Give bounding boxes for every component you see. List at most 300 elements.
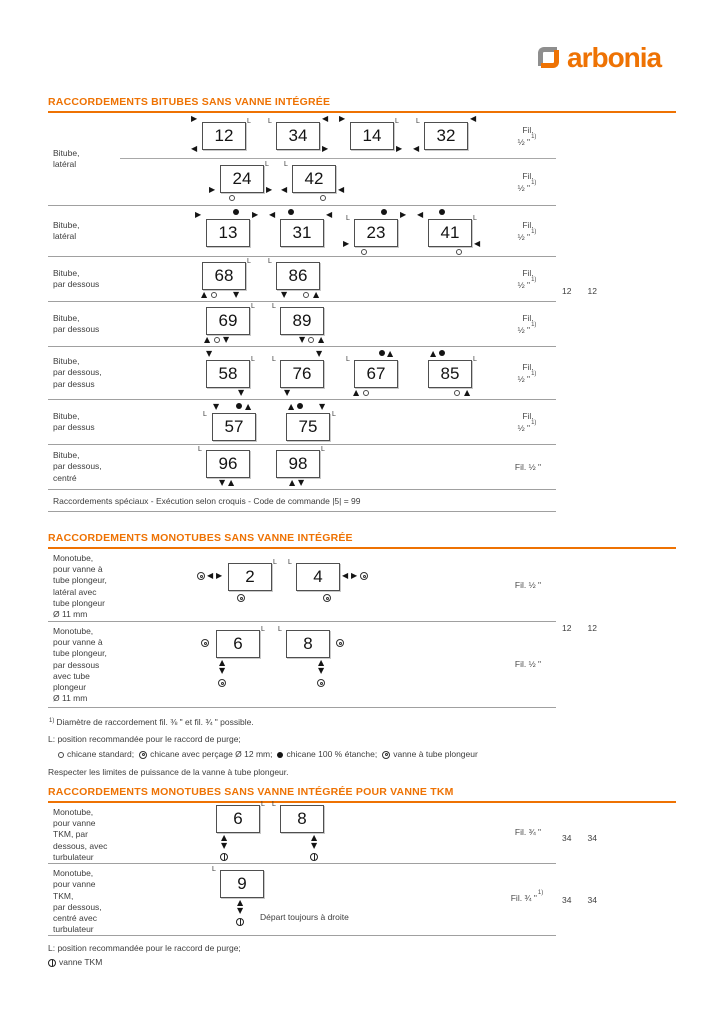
diagram-cell	[188, 159, 500, 205]
connection-code: 86	[276, 262, 320, 290]
logo-orange-bracket	[541, 50, 559, 68]
connection-code: 89	[280, 307, 324, 335]
arrow-up-icon: ▲	[353, 388, 360, 397]
diagram-cell	[188, 257, 500, 301]
arrow-down-icon: ▼	[237, 906, 244, 916]
table-row	[48, 113, 556, 206]
thread-size	[500, 803, 556, 862]
arrow-up-icon: ▲	[311, 833, 318, 842]
connection-code: 31	[280, 219, 324, 247]
legend-item	[58, 749, 134, 760]
row-diagrams	[188, 257, 556, 301]
arrow-up-icon: ▲	[318, 335, 325, 344]
connection-diagram-86	[268, 258, 320, 299]
connection-code: 57	[212, 413, 256, 441]
footnote-marker: 1)	[531, 371, 537, 378]
connection-diagram-13	[195, 210, 259, 247]
row-label-line: avec tube	[53, 670, 90, 681]
footnote-marker: 1)	[531, 277, 537, 284]
purge-position-mark: L	[268, 258, 272, 265]
arrow-down-icon: ▼	[223, 335, 230, 344]
special-connections-note: Raccordements spéciaux - Exécution selon croquis - Code de commande |5| = 99	[48, 490, 556, 512]
connection-code: 68	[202, 262, 246, 290]
arrow-down-icon: ▼	[299, 335, 306, 344]
legend-item	[382, 749, 478, 760]
footnote-marker: 1)	[537, 890, 544, 897]
row-label-line: Bitube,	[53, 356, 80, 367]
arrow-up-icon: ▲	[204, 335, 211, 344]
arrow-left-icon: ◀	[191, 144, 198, 153]
purge-position-mark: L	[198, 446, 202, 453]
sealed-baffle-icon	[288, 209, 294, 215]
arrow-up-icon: ▲	[201, 290, 208, 299]
margin-dimension-value: 34	[562, 895, 572, 905]
connection-code: 98	[276, 450, 320, 478]
connection-code: 75	[286, 413, 330, 441]
connection-code: 41	[428, 219, 472, 247]
row-label-line: turbulateur	[53, 924, 94, 935]
departure-note: Départ toujours à droite	[260, 912, 349, 923]
arrow-down-icon: ▼	[213, 402, 220, 411]
row-label-line: plongeur	[53, 682, 87, 693]
row-label-line: tube plongeur,	[53, 575, 107, 586]
connection-diagram-6	[216, 626, 265, 675]
diagram-subrow	[188, 549, 556, 621]
sealed-baffle-icon	[439, 209, 445, 215]
arrow-up-icon: ▲	[228, 478, 235, 487]
connection-code: 13	[206, 219, 250, 247]
table-row	[48, 257, 556, 302]
row-diagrams	[188, 302, 556, 346]
connection-table	[48, 113, 597, 490]
sealed-baffle-icon	[381, 209, 387, 215]
row-label-line: TKM,	[53, 890, 74, 901]
row-label-line: par dessous,	[53, 901, 102, 912]
symbol-legend	[48, 749, 676, 760]
purge-position-mark: L	[247, 258, 251, 265]
row-label-line: pour vanne	[53, 879, 96, 890]
row-label	[48, 257, 188, 301]
arrow-up-icon: ▲	[221, 833, 228, 842]
row-label	[48, 803, 188, 863]
legend-label: vanne à tube plongeur	[393, 748, 478, 759]
thread-size	[500, 159, 556, 205]
diagram-cell	[188, 622, 500, 707]
arrow-left-icon: ◀	[413, 144, 420, 153]
row-label-line: par dessus	[53, 378, 95, 389]
diagram-subrow	[188, 206, 556, 256]
connection-code: 9	[220, 870, 264, 898]
connection-code: 8	[286, 630, 330, 658]
tkm-valve-icon	[236, 918, 244, 926]
section-monotubes-tkm	[48, 787, 676, 968]
tkm-valve-icon	[220, 853, 228, 861]
row-label-line: Monotube,	[53, 626, 94, 636]
row-label-line: turbulateur	[53, 851, 94, 862]
diagram-subrow	[188, 257, 556, 301]
plunger-tube-valve-icon	[139, 751, 147, 759]
thread-size-line: ½ "$^{1)}$	[517, 322, 537, 335]
purge-position-mark: L	[268, 118, 272, 125]
connection-diagram-85	[428, 349, 477, 397]
row-label-line: dessous, avec	[53, 840, 108, 851]
arrow-right-icon: ▶	[400, 210, 407, 219]
thread-size-line: ½ "$^{1)}$	[517, 371, 537, 384]
plunger-tube-valve-icon	[237, 594, 245, 602]
arrow-down-icon: ▼	[219, 478, 226, 487]
sealed-baffle-icon	[277, 752, 283, 758]
diagram-subrow	[188, 113, 556, 159]
table-row	[48, 622, 556, 708]
arrow-up-icon: ▲	[387, 349, 394, 358]
connection-code: 69	[206, 307, 250, 335]
row-diagrams	[188, 400, 556, 444]
row-label-line: centré	[53, 472, 77, 483]
thread-size-line: Fil.	[522, 170, 534, 181]
section-title: RACCORDEMENTS MONOTUBES SANS VANNE INTÉGRÉE POUR VANNE TKM	[48, 787, 676, 803]
sealed-baffle-icon	[379, 350, 385, 356]
standard-baffle-icon	[58, 752, 64, 758]
row-label-line: Ø 11 mm	[53, 693, 88, 704]
standard-baffle-icon	[361, 249, 367, 255]
connection-code: 76	[280, 360, 324, 388]
connection-code: 32	[424, 122, 468, 150]
tkm-legend-label: vanne TKM	[59, 956, 103, 967]
connection-diagram-69	[204, 303, 255, 344]
row-label-line: par dessous,	[53, 367, 102, 378]
arrow-left-icon: ◀	[281, 185, 288, 194]
purge-position-mark: L	[212, 866, 216, 874]
connection-code: 85	[428, 360, 472, 388]
footnote-marker: 1)	[531, 180, 537, 187]
table-row	[48, 803, 556, 864]
standard-baffle-icon	[308, 337, 314, 343]
power-limit-note: Respecter les limites de puissance de la vanne à tube plongeur.	[48, 767, 289, 778]
standard-baffle-icon	[229, 195, 235, 201]
margin-dimension-value: 34	[587, 895, 597, 905]
diagram-cell	[188, 864, 500, 932]
tkm-legend	[48, 957, 676, 968]
arrow-up-icon: ▲	[219, 658, 226, 667]
legend-label: chicane standard;	[67, 748, 135, 759]
thread-size	[500, 257, 556, 301]
connection-diagram-8	[272, 801, 324, 850]
row-label-line: latéral	[53, 231, 77, 241]
row-diagrams	[188, 803, 556, 863]
table-row	[48, 549, 556, 622]
thread-size	[500, 864, 556, 932]
thread-size	[500, 302, 556, 346]
margin-dimension-value: 12	[562, 286, 572, 296]
thread-size	[500, 445, 556, 489]
section-title: RACCORDEMENTS BITUBES SANS VANNE INTÉGRÉE	[48, 97, 676, 113]
standard-baffle-icon	[211, 292, 217, 298]
footnote-marker: 1)	[531, 420, 537, 427]
diagram-subrow	[188, 347, 556, 399]
arrow-down-icon: ▼	[206, 349, 213, 358]
connection-diagram-9	[212, 866, 264, 916]
connection-code: 8	[280, 805, 324, 833]
footnote-marker: 1)	[531, 134, 537, 141]
row-label-line: pour vanne à	[53, 637, 103, 648]
arrow-up-icon: ▲	[289, 478, 296, 487]
connection-diagram-58	[206, 349, 255, 397]
arrow-right-icon: ▶	[252, 210, 259, 219]
connection-code: 6	[216, 805, 260, 833]
row-label	[48, 347, 188, 399]
arrow-up-icon: ▲	[237, 898, 244, 908]
purge-position-mark: L	[261, 801, 265, 808]
arrow-down-icon: ▼	[316, 349, 323, 358]
plunger-tube-valve-icon	[382, 751, 390, 759]
thread-size-line: Fil. ½ "	[514, 579, 542, 590]
row-label-line: Monotube,	[53, 868, 94, 879]
plunger-tube-valve-icon	[201, 639, 209, 647]
thread-size-line: Fil. ¾ "$^{1)}$	[510, 890, 544, 903]
table-row	[48, 302, 556, 347]
arrow-right-icon: ▶	[191, 114, 198, 123]
diagram-cell	[188, 549, 500, 621]
thread-size-line: Fil.	[522, 410, 534, 421]
sealed-baffle-icon	[297, 403, 303, 409]
arrow-right-icon: ▶	[339, 114, 346, 123]
purge-position-mark: L	[251, 356, 255, 363]
purge-note: L: position recommandée pour le raccord de purge;	[48, 734, 241, 745]
connection-diagram-34	[268, 114, 329, 153]
margin-dimension	[562, 623, 597, 633]
arrow-down-icon: ▼	[238, 388, 245, 397]
connection-diagram-67	[346, 349, 398, 397]
connection-code: 4	[296, 563, 340, 591]
purge-position-mark: L	[203, 411, 207, 418]
legend-item	[277, 749, 377, 760]
row-diagrams	[188, 864, 556, 935]
connection-code: 6	[216, 630, 260, 658]
thread-size-line: Fil. ½ "	[514, 659, 542, 670]
purge-position-mark: L	[273, 559, 277, 566]
connection-code: 58	[206, 360, 250, 388]
margin-dimension	[562, 895, 597, 905]
margin-dimension	[562, 833, 597, 843]
purge-position-mark: L	[346, 356, 350, 363]
thread-size-line: Fil.	[522, 124, 534, 135]
row-diagrams	[188, 445, 556, 489]
row-label-line: par dessous	[53, 324, 100, 334]
row-label	[48, 113, 188, 205]
table-row	[48, 400, 556, 445]
connection-code: 14	[350, 122, 394, 150]
arrow-left-icon: ◀	[269, 210, 276, 219]
arrow-up-icon: ▲	[318, 658, 325, 667]
row-label	[48, 622, 188, 707]
diagram-subrow	[188, 622, 556, 707]
margin-dimension	[562, 286, 597, 296]
arrow-up-icon: ▲	[464, 388, 471, 397]
sealed-baffle-icon	[233, 209, 239, 215]
purge-position-mark: L	[288, 559, 292, 566]
thread-size-line: ½ "$^{1)}$	[517, 229, 537, 242]
connection-code: 96	[206, 450, 250, 478]
legend-label: chicane 100 % étanche;	[286, 748, 378, 759]
connection-diagram-8	[278, 626, 330, 675]
purge-position-mark: L	[265, 161, 269, 168]
legend-item	[139, 749, 272, 760]
arbonia-logo-icon	[538, 47, 560, 69]
purge-position-mark: L	[261, 626, 265, 633]
arrow-up-icon: ▲	[245, 402, 252, 411]
margin-dimension-value: 12	[587, 286, 597, 296]
diagram-cell	[188, 803, 500, 862]
table-row	[48, 206, 556, 257]
row-label-line: Bitube,	[53, 267, 80, 278]
arrow-right-icon: ▶	[322, 144, 329, 153]
section-monotubes	[48, 533, 676, 779]
table-row	[48, 445, 556, 490]
arrow-down-icon: ▼	[219, 666, 226, 675]
thread-size	[500, 549, 556, 621]
diagram-subrow	[188, 445, 556, 489]
section-title: RACCORDEMENTS MONOTUBES SANS VANNE INTÉGRÉE	[48, 533, 676, 549]
table-row	[48, 864, 556, 936]
diagram-subrow	[188, 864, 556, 932]
purge-position-mark: L	[473, 356, 477, 363]
row-label-line: tube plongeur,	[53, 648, 107, 659]
connection-diagram-32	[413, 114, 477, 153]
connection-diagram-2	[207, 559, 277, 591]
thread-size	[500, 622, 556, 707]
row-label-line: Bitube,	[53, 147, 80, 158]
connection-code: 24	[220, 165, 264, 193]
thread-size	[500, 400, 556, 444]
row-label-line: centré avec	[53, 912, 97, 923]
thread-size-line: Fil. ½ "	[514, 461, 542, 472]
arrow-right-icon: ▶	[343, 239, 350, 248]
purge-position-mark: L	[473, 215, 477, 222]
row-diagrams	[188, 347, 556, 399]
row-label-line: par dessus	[53, 422, 95, 432]
arrow-right-icon: ▶	[209, 185, 216, 194]
standard-baffle-icon	[456, 249, 462, 255]
diagram-cell	[188, 400, 500, 444]
arrow-left-icon: ◀	[342, 571, 349, 580]
row-diagrams	[188, 549, 556, 621]
legend-label: chicane avec perçage Ø 12 mm;	[150, 748, 273, 759]
connection-code: 42	[292, 165, 336, 193]
plunger-tube-valve-icon	[218, 679, 226, 687]
footnote-diameter	[48, 717, 676, 728]
connection-diagram-12	[191, 114, 251, 153]
purge-position-mark: L	[321, 446, 325, 453]
diagram-subrow	[188, 159, 556, 205]
arrow-right-icon: ▶	[195, 210, 202, 219]
arrow-up-icon: ▲	[288, 402, 295, 411]
row-label-line: Bitube,	[53, 219, 80, 230]
row-label	[48, 302, 188, 346]
footnote-marker: 1)	[531, 322, 537, 329]
row-label-line: Monotube,	[53, 807, 94, 817]
sealed-baffle-icon	[439, 350, 445, 356]
arrow-down-icon: ▼	[298, 478, 305, 487]
thread-size-line: ½ "$^{1)}$	[517, 420, 537, 433]
purge-position-mark: L	[272, 303, 276, 310]
row-label-line: pour vanne	[53, 818, 96, 829]
brand-wordmark: arbonia	[567, 42, 662, 73]
table-row	[48, 347, 556, 400]
connection-diagram-24	[209, 161, 273, 194]
diagram-cell	[188, 206, 500, 256]
connection-diagram-41	[417, 210, 481, 248]
connection-diagram-76	[272, 349, 324, 397]
arrow-up-icon: ▲	[430, 349, 437, 358]
row-label	[48, 864, 188, 935]
purge-position-mark: L	[272, 801, 276, 808]
thread-size-line: ½ "$^{1)}$	[517, 180, 537, 193]
row-label	[48, 445, 188, 489]
diagram-subrow	[188, 400, 556, 444]
diagram-cell	[188, 445, 500, 489]
row-label-line: Monotube,	[53, 553, 94, 563]
row-label-line: Bitube,	[53, 450, 80, 461]
connection-diagram-31	[269, 210, 333, 247]
arrow-left-icon: ◀	[326, 210, 333, 219]
standard-baffle-icon	[454, 390, 460, 396]
diagram-cell	[188, 302, 500, 346]
row-diagrams	[188, 622, 556, 707]
margin-dimension-value: 12	[587, 623, 597, 633]
row-label-line: latéral avec	[53, 586, 97, 597]
connection-code: 2	[228, 563, 272, 591]
connection-diagram-96	[198, 446, 250, 487]
tkm-valve-icon	[48, 959, 56, 967]
purge-position-mark: L	[247, 118, 251, 125]
plunger-tube-valve-icon	[360, 572, 368, 580]
thread-size-line: Fil.	[522, 361, 534, 372]
connection-diagram-23	[343, 210, 407, 248]
arbonia-logo	[538, 44, 661, 72]
purge-position-mark: L	[251, 303, 255, 310]
thread-size	[500, 113, 556, 159]
row-diagrams	[188, 113, 556, 205]
diagram-subrow	[188, 803, 556, 862]
connection-diagram-4	[288, 559, 358, 591]
arrow-right-icon: ▶	[351, 571, 358, 580]
connection-table	[48, 549, 597, 708]
row-label-line: latéral	[53, 159, 77, 169]
purge-position-mark: L	[416, 118, 420, 125]
footnote-marker: 1)	[49, 718, 55, 724]
margin-dimension-value: 34	[587, 833, 597, 843]
arrow-down-icon: ▼	[281, 290, 288, 299]
row-label	[48, 400, 188, 444]
plunger-tube-valve-icon	[336, 639, 344, 647]
purge-position-mark: L	[332, 411, 336, 418]
section-bitubes	[48, 97, 676, 512]
standard-baffle-icon	[320, 195, 326, 201]
arrow-down-icon: ▼	[318, 666, 325, 675]
thread-size-line: ½ "$^{1)}$	[517, 277, 537, 290]
sealed-baffle-icon	[236, 403, 242, 409]
row-label-line: Bitube,	[53, 312, 80, 323]
row-label-line: TKM, par	[53, 829, 88, 840]
connection-diagram-75	[286, 402, 336, 441]
connection-diagram-6	[216, 801, 265, 850]
plunger-tube-valve-icon	[317, 679, 325, 687]
connection-code: 23	[354, 219, 398, 247]
arrow-down-icon: ▼	[319, 402, 326, 411]
arrow-left-icon: ◀	[417, 210, 424, 219]
purge-note: L: position recommandée pour le raccord de purge;	[48, 943, 241, 954]
purge-position-mark: L	[395, 118, 399, 125]
